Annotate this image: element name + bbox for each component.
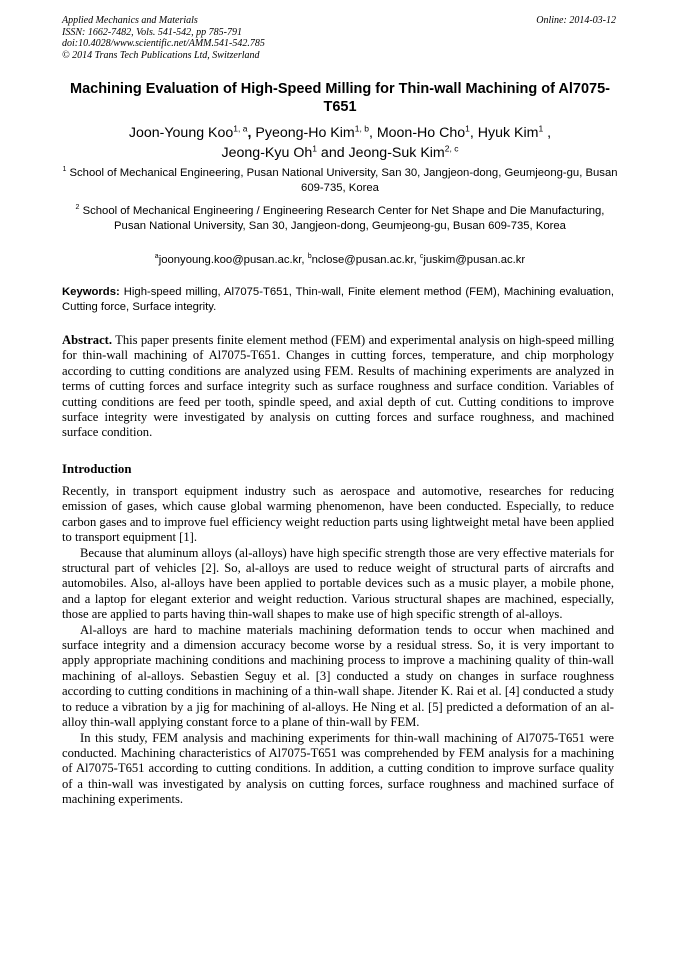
author-name: Jeong-Kyu Oh: [221, 145, 313, 161]
keywords-text: High-speed milling, Al7075-T651, Thin-wall, Finite element method (FEM), Machining evaluation, Cutting force, Surface integrity.: [62, 286, 614, 313]
email-link[interactable]: nclose@pusan.ac.kr,: [311, 254, 420, 266]
online-date: Online: 2014-03-12: [536, 15, 616, 26]
affiliation-1: [62, 166, 618, 196]
author-name: Hyuk Kim: [477, 125, 539, 141]
affiliation-text: School of Mechanical Engineering, Pusan National University, San 30, Jangjeon-dong, Geumjeong-gu, Busan 609-735, Korea: [69, 167, 618, 194]
author-superscript: 2, c: [444, 143, 459, 154]
introduction-body: [62, 484, 614, 808]
keywords-block: [62, 285, 614, 315]
author-superscript: 1, a: [233, 123, 248, 134]
email-link[interactable]: juskim@pusan.ac.kr: [423, 254, 526, 266]
affiliation-2: [62, 204, 618, 234]
paper-title: Machining Evaluation of High-Speed Milling for Thin-wall Machining of Al7075-T651: [69, 81, 610, 115]
abstract-label: Abstract.: [62, 333, 113, 347]
author-name: Moon-Ho Cho: [376, 125, 466, 141]
paragraph: Recently, in transport equipment industry such as aerospace and automotive, researches for reducing emission of gases, which cause global warming phenomenon, have been conducted. Especially, to reduce carbon gases and to improve fuel efficiency weight reduction parts using lightweight metal have been applied to transport equipment [1].: [62, 484, 614, 545]
paragraph: Because that aluminum alloys (al-alloys) have high specific strength those are very effective materials for structural part of vehicles [2]. So, al-alloys are used to reduce weight of structural parts of aircrafts and automobiles. Also, al-alloys have been applied to portable devices such as a music player, a mobile phone, and a laptop for elegant exterior and weight reduction. Various structural shapes are machined, especially, those are applied to parts having thin-wall shapes to make use of high specific strength of al-alloys.: [62, 545, 614, 622]
author-superscript: 1, b: [354, 123, 369, 134]
author-superscript: 1: [312, 143, 317, 154]
affiliation-superscript: 1: [62, 166, 67, 174]
affiliation-superscript: 2: [75, 204, 80, 212]
section-heading-introduction: Introduction: [62, 462, 132, 476]
author-list: Joon-Young Koo$^{1, a}$, Pyeong-Ho Kim$^{1, b}$, Moon-Ho Cho$^1$, Hyuk Kim$^1$ , Jeong-Kyu Oh$^1$ and Jeong-Suk Kim$^{2, c}$: [128, 123, 552, 161]
author-name: Pyeong-Ho Kim: [255, 125, 355, 141]
email-superscript: a: [154, 253, 159, 261]
journal-header: [62, 15, 618, 61]
journal-name: Applied Mechanics and Materials: [62, 15, 198, 26]
author-name: Joon-Young Koo: [128, 125, 234, 141]
email-link[interactable]: joonyoung.koo@pusan.ac.kr,: [158, 254, 308, 266]
paragraph: Al-alloys are hard to machine materials machining deformation tends to occur when machined and surface integrity and a dimension accuracy become worse by a residual stress. So, it is very important to apply appropriate machining conditions and machining process to improve a machining quality of thin-wall machining of al-alloys. Sebastien Seguy et al. [3] conducted a study on changes in surface roughness according to cutting conditions in machining of a thin-wall shape. Jitender K. Rai et al. [4] conducted a study to reduce a vibration by a jig for machining of al-alloys. He Ning et al. [5] predicted a deformation of an al-alloy thin-wall applying constant force to a plane of thin-wall by FEM.: [62, 622, 614, 730]
author-name: Jeong-Suk Kim: [348, 145, 445, 161]
author-superscript: 1: [465, 123, 470, 134]
abstract-text: This paper presents finite element method (FEM) and experimental analysis on high-speed milling for thin-wall machining of Al7075-T651. Changes in cutting forces, temperature, and chip morphology according to cutting conditions are analyzed using FEM. Results of machining experiments are analyzed in terms of cutting forces and surface integrity such as surface roughness and surface condition. Variables of cutting conditions are feed per tooth, spindle speed, and axial depth of cut. Cutting conditions to improve surface integrity were investigated by analysis on cutting forces and surface roughness, and machined surface condition.: [62, 333, 614, 440]
author-superscript: 1: [538, 123, 544, 134]
abstract-block: [62, 333, 614, 441]
email-list: [62, 253, 618, 268]
email-superscript: b: [307, 253, 312, 261]
paragraph: In this study, FEM analysis and machining experiments for thin-wall machining of Al7075-T651 were conducted. Machining characteristics of Al7075-T651 was comprehended by FEM analysis for a machining of Al7075-T651 according to cutting conditions. In addition, a cutting condition to improve surface quality of a thin-wall was investigated by analysis on cutting forces, surface roughness and machined surface of machining experiments.: [62, 730, 614, 807]
keywords-label: Keywords:: [62, 286, 120, 298]
email-superscript: c: [419, 253, 424, 261]
copyright-line: © 2014 Trans Tech Publications Ltd, Switzerland: [62, 49, 260, 61]
issn-line: ISSN: 1662-7482, Vols. 541-542, pp 785-791: [62, 26, 242, 38]
doi-line: doi:10.4028/www.scientific.net/AMM.541-542.785: [62, 38, 265, 49]
affiliation-text: School of Mechanical Engineering / Engineering Research Center for Net Shape and Die Manufacturing, Pusan National University, San 30, Jangjeon-dong, Geumjeong-gu, Busan 609-735, Korea: [82, 205, 605, 232]
